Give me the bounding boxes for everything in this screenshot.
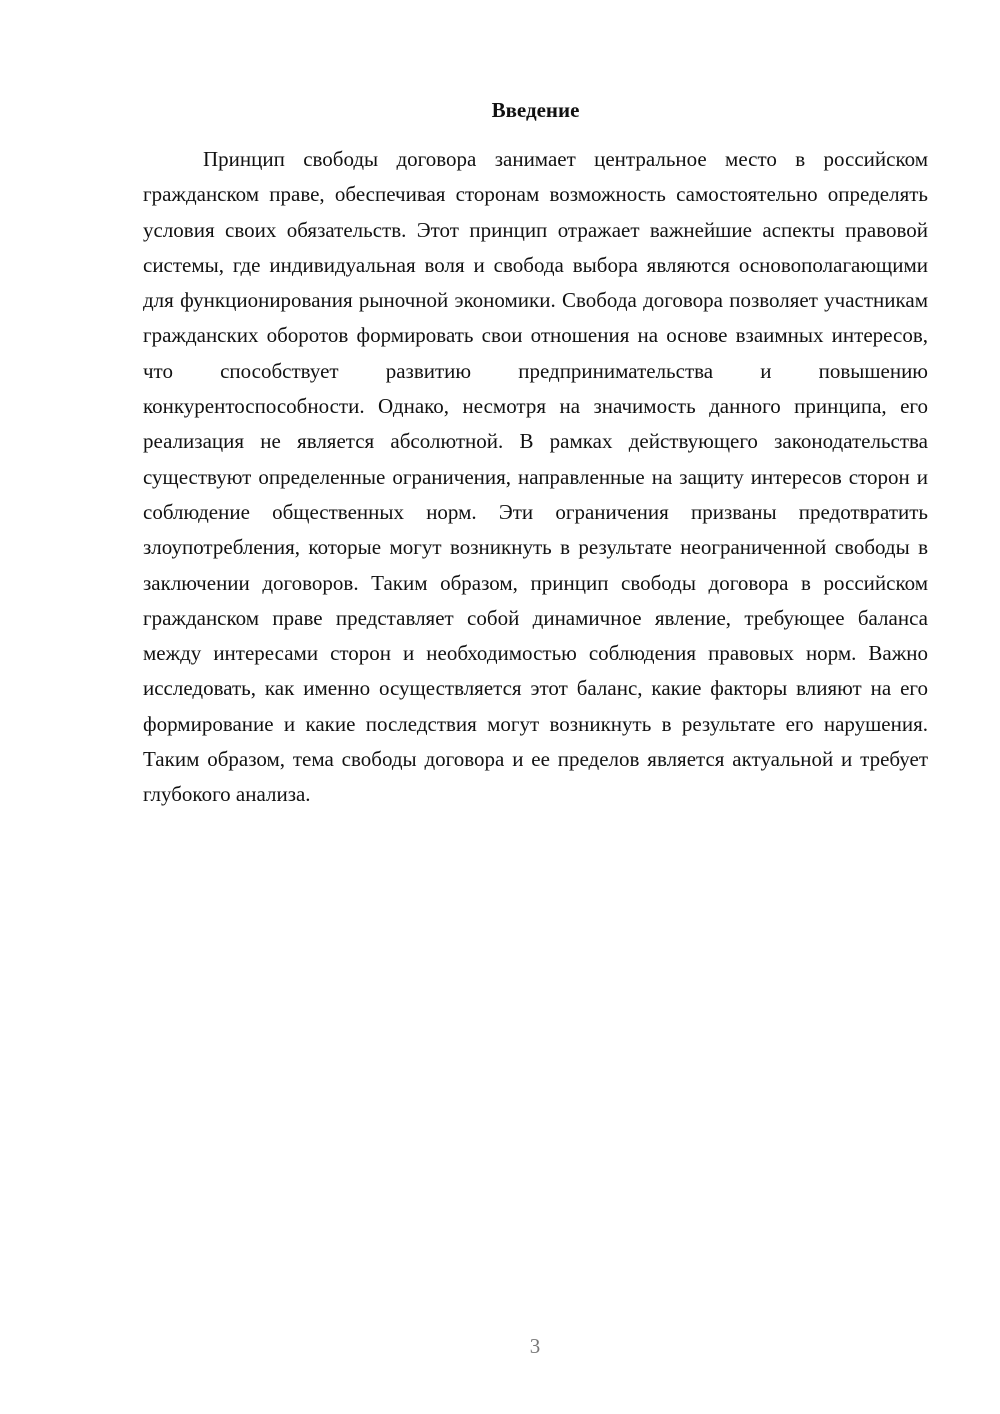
page-number: 3 bbox=[529, 1334, 541, 1358]
section-heading: Введение bbox=[491, 98, 580, 122]
body-paragraph: Принцип свободы договора занимает центральное место в российском гражданском праве, обеспечивая сторонам возможность самостоятельно определять условия своих обязательств. Этот принцип отражает важнейшие аспекты правовой системы, где индивидуальная воля и свобода выбора являются основополагающими для функционирования рыночной экономики. Свобода договора позволяет участникам гражданских оборотов формировать свои отношения на основе взаимных интересов, что способствует развитию предпринимательства и повышению конкурентоспособности. Однако, несмотря на значимость данного принципа, его реализация не является абсолютной. В рамках действующего законодательства существуют определенные ограничения, направленные на защиту интересов сторон и соблюдение общественных норм. Эти ограничения призваны предотвратить злоупотребления, которые могут возникнуть в результате неограниченной свободы в заключении договоров. Таким образом, принцип свободы договора в российском гражданском праве представляет собой динамичное явление, требующее баланса между интересами сторон и необходимостью соблюдения правовых норм. Важно исследовать, как именно осуществляется этот баланс, какие факторы влияют на его формирование и какие последствия могут возникнуть в результате его нарушения. Таким образом, тема свободы договора и ее пределов является актуальной и требует глубокого анализа. bbox=[143, 147, 928, 807]
